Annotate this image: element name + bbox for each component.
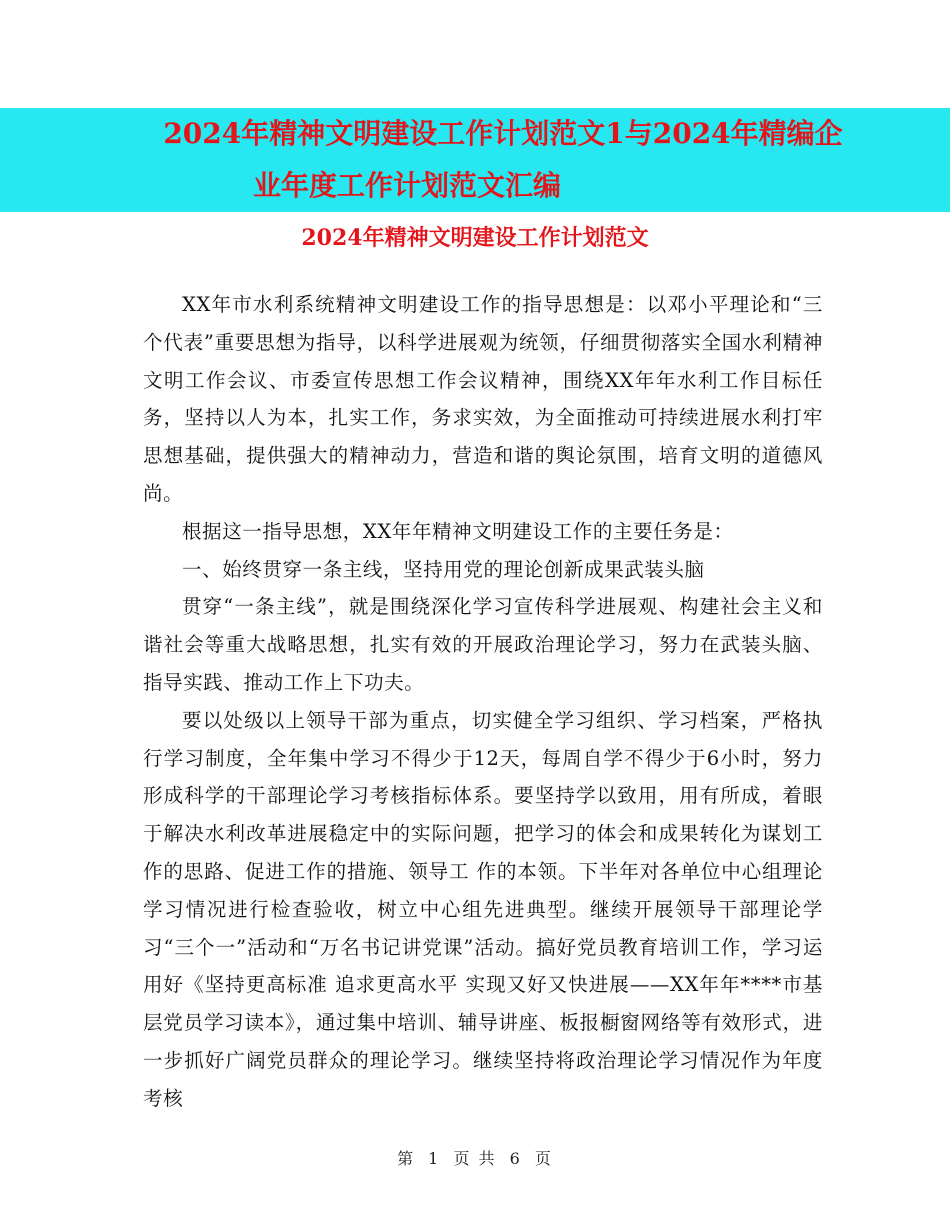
footer-middle: 页 共 — [453, 1149, 497, 1168]
paragraph: 根据这一指导思想，XX年年精神文明建设工作的主要任务是： — [182, 519, 734, 543]
body-text — [143, 286, 823, 1118]
footer-prefix: 第 — [397, 1149, 416, 1168]
title-line-1: 2024年精神文明建设工作计划范文1与2024年精编企 — [159, 115, 846, 152]
current-page-number: 1 — [428, 1149, 441, 1168]
page-footer — [0, 1146, 950, 1169]
paragraph: 一、始终贯穿一条主线，坚持用党的理论创新成果武装头脑 — [182, 557, 705, 581]
footer-suffix: 页 — [534, 1149, 553, 1168]
document-title — [0, 108, 950, 212]
paragraph: 贯穿“一条主线”，就是围绕深化学习宣传科学进展观、构建社会主义和谐社会等重大战略思想，扎实有效的开展政治理论学习，努力在武装头脑、指导实践、推动工作上下功夫。 — [143, 595, 823, 694]
paragraph: XX年市水利系统精神文明建设工作的指导思想是：以邓小平理论和“三个代表”重要思想为指导，以科学进展观为统领，仔细贯彻落实全国水利精神文明工作会议、市委宣传思想工作会议精神，围绕XX年年水利工作目标任务，坚持以人为本，扎实工作，务求实效，为全面推动可持续进展水利打牢思想基础，提供强大的精神动力，营造和谐的舆论氛围，培育文明的道德风尚。 — [143, 293, 823, 505]
paragraph: 要以处级以上领导干部为重点，切实健全学习组织、学习档案，严格执行学习制度，全年集中学习不得少于12天，每周自学不得少于6小时，努力形成科学的干部理论学习考核指标体系。要坚持学以致用，用有所成，着眼于解决水利改革进展稳定中的实际问题，把学习的体会和成果转化为谋划工作的思路、促进工作的措施、领导工 作的本领。下半年对各单位中心组理论学习情况进行检查验收，树立中心组先进典型。继续开展领导干部理论学习“三个一”活动和“万名书记讲党课”活动。搞好党员教育培训工作，学习运用好《坚持更高标准 追求更高水平 实现又好又快进展——XX年年****市基层党员学习读本》，通过集中培训、辅导讲座、板报橱窗网络等有效形式，进一步抓好广阔党员群众的理论学习。继续坚持将政治理论学习情况作为年度考核 — [143, 708, 823, 1110]
section-title: 2024年精神文明建设工作计划范文 — [301, 225, 649, 251]
title-line-2: 业年度工作计划范文汇编 — [249, 167, 565, 204]
total-page-count: 6 — [509, 1149, 522, 1168]
